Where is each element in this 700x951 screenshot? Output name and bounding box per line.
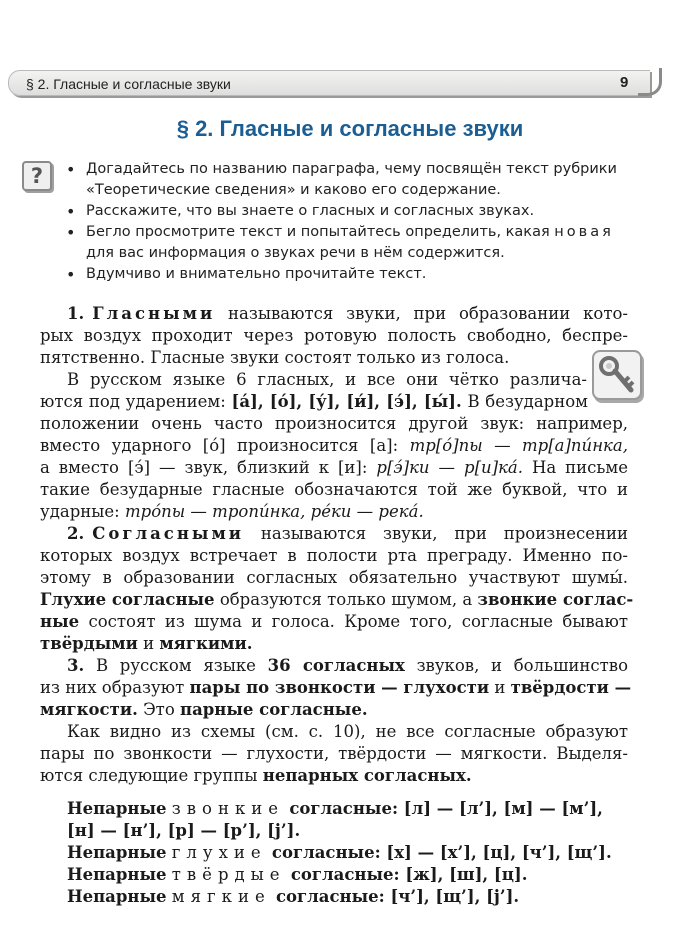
text-line: из них образуют пары по звонкости — глухости и твёрдости —: [40, 678, 632, 697]
key-icon: [592, 350, 642, 400]
text-line: этому в образовании согласных обязательно участвуют шумы́.: [40, 568, 628, 587]
text-line: мягкости. Это парные согласные.: [40, 700, 368, 719]
header-curl-decoration: [638, 68, 662, 96]
unpaired-soft-line: Непарные мягкие согласные: [ч’], [щ’], [j’].: [67, 887, 520, 906]
question-icon: ?: [22, 161, 52, 191]
bullet-item: • Расскажите, что вы знаете о гласных и согласных звуках.: [62, 201, 647, 222]
text-line: твёрдыми и мягкими.: [40, 634, 253, 653]
text-line: ударные: тро́пы — тропи́нка, ре́ки — река́.: [40, 502, 424, 521]
bullet-item-continuation: для вас информация о звуках речи в нём содержится.: [86, 245, 505, 261]
running-header-title: § 2. Гласные и согласные звуки: [26, 76, 231, 92]
text-line: вместо ударного [о́] произносится [а]: тр[о́]пы — тр[а]пи́нка,: [40, 436, 628, 455]
text-line: ются следующие группы непарных согласных.: [40, 766, 472, 785]
unpaired-hard-line: Непарные твёрдые согласные: [ж], [ш], [ц].: [67, 865, 528, 884]
text-line: ются под ударением: [а́], [о́], [у́], [и́], [э́], [ы́]. В безударном: [40, 392, 588, 411]
unpaired-voiced-line: Непарные звонкие согласные: [л] — [л’], [м] — [м’],: [67, 799, 603, 818]
text-line: положении очень часто произносится другой звук: например,: [40, 414, 628, 433]
section-heading: § 2. Гласные и согласные звуки: [176, 116, 524, 141]
text-line: которых воздух встречает в полости рта преграду. Именно по-: [40, 546, 628, 565]
text-line: а вместо [э́] — звук, близкий к [и]: р[э́]ки — р[и]ка́. На письме: [40, 458, 628, 477]
bullet-item: • Вдумчиво и внимательно прочитайте текст.: [62, 264, 647, 285]
text-line: 3. В русском языке 36 согласных звуков, и большинство: [67, 656, 629, 675]
text-line: ные состоят из шума и голоса. Кроме того, согласные бывают: [40, 612, 629, 631]
bullet-item-continuation: «Теоретические сведения» и каково его содержание.: [86, 182, 501, 198]
bullet-item: • Догадайтесь по названию параграфа, чему посвящён текст рубрики: [62, 159, 647, 180]
page-number: 9: [620, 74, 629, 91]
unpaired-voiced-continuation: [н] — [н’], [р] — [р’], [j’].: [67, 821, 301, 840]
running-header: [8, 70, 660, 100]
text-line: пары по звонкости — глухости, твёрдости — мягкости. Выделя-: [40, 744, 628, 763]
text-line: В русском языке 6 гласных, и все они чётко различа-: [67, 370, 587, 389]
text-line: 2. Согласными называются звуки, при произнесении: [67, 524, 628, 543]
text-line: рых воздух проходит через ротовую полость свободно, беспре-: [40, 326, 628, 345]
text-line: Глухие согласные образуются только шумом, а звонкие соглас-: [40, 590, 634, 609]
bullet-item: • Бегло просмотрите текст и попытайтесь определить, какая новая: [62, 222, 647, 243]
text-line: пятственно. Гласные звуки состоят только из голоса.: [40, 348, 510, 367]
spaced-word: новая: [554, 224, 614, 240]
task-bullets: [62, 159, 647, 285]
text-line: 1. Гласными называются звуки, при образовании кото-: [67, 304, 628, 323]
unpaired-voiceless-line: Непарные глухие согласные: [х] — [х’], [ц], [ч’], [щ’].: [67, 843, 612, 862]
text-line: Как видно из схемы (см. с. 10), не все согласные образуют: [67, 722, 628, 741]
text-line: такие безударные гласные обозначаются той же буквой, что и: [40, 480, 628, 499]
